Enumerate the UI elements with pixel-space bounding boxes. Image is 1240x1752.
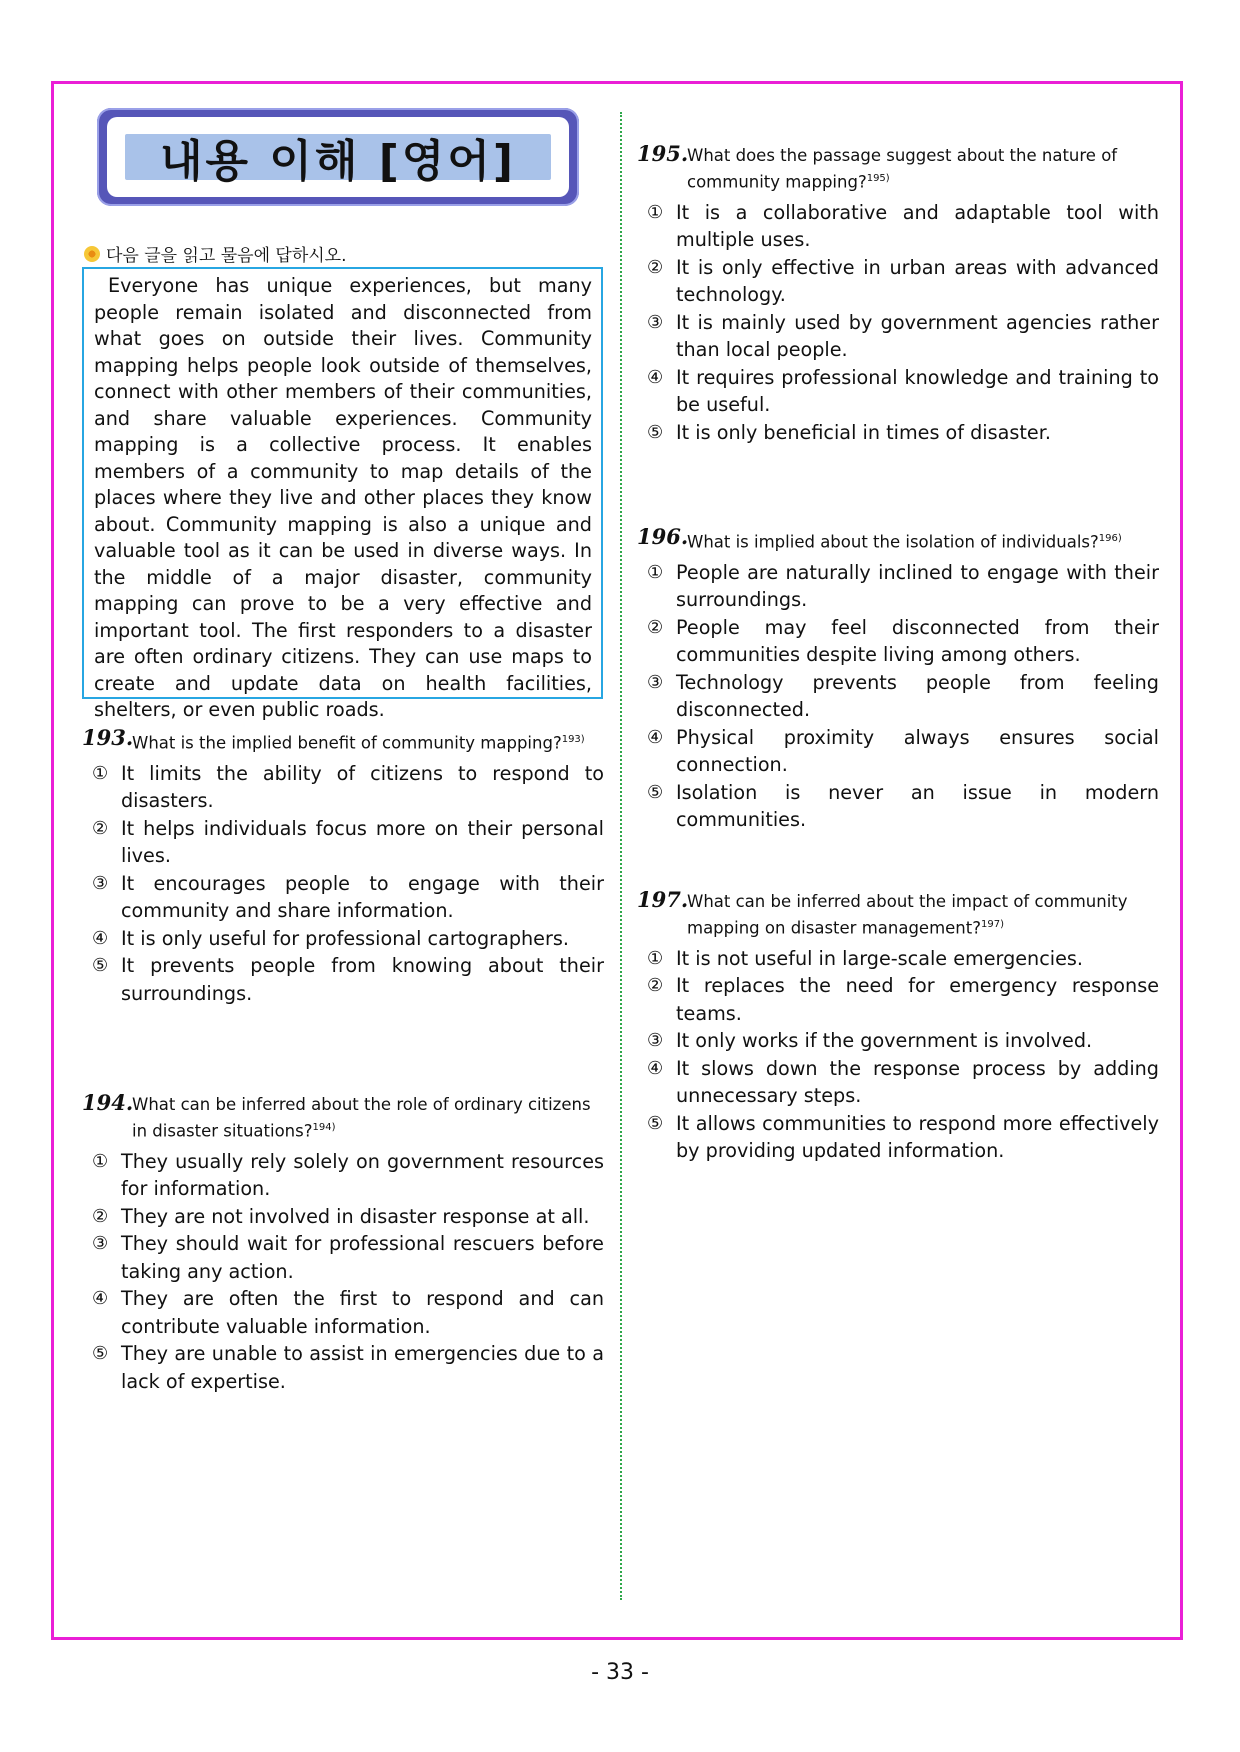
option-marker: ① — [647, 561, 664, 583]
question-number: 194. — [82, 1090, 134, 1115]
answer-option[interactable] — [637, 309, 1159, 364]
question-number: 195. — [637, 141, 689, 166]
option-marker: ① — [92, 1150, 109, 1172]
option-text: People may feel disconnected from their communities despite living among others. — [676, 615, 1159, 666]
option-text: It is only beneficial in times of disaster. — [676, 420, 1051, 444]
question-text: What can be inferred about the impact of community mapping on disaster management? — [687, 892, 1128, 938]
option-text: It helps individuals focus more on their personal lives. — [121, 816, 604, 867]
option-marker: ④ — [647, 726, 664, 748]
option-text: It encourages people to engage with their community and share information. — [121, 871, 604, 922]
option-marker: ⑤ — [92, 955, 109, 976]
question-heading — [637, 524, 1159, 554]
answer-option[interactable] — [637, 364, 1159, 419]
title-badge — [97, 108, 579, 206]
answer-options — [637, 945, 1159, 1165]
option-marker: ⑤ — [647, 781, 664, 803]
answer-option[interactable] — [637, 614, 1159, 669]
answer-option[interactable] — [637, 779, 1159, 834]
option-marker: ② — [647, 256, 664, 278]
option-text: It is mainly used by government agencies rather than local people. — [676, 310, 1159, 361]
question-text: What can be inferred about the role of ordinary citizens in disaster situations? — [132, 1095, 591, 1141]
option-marker: ④ — [92, 927, 109, 949]
option-text: Technology prevents people from feeling disconnected. — [676, 670, 1159, 721]
option-marker: ④ — [647, 366, 664, 388]
question-footnote: 196) — [1098, 533, 1122, 544]
answer-option[interactable] — [637, 254, 1159, 309]
option-text: They usually rely solely on government resources for information. — [121, 1149, 604, 1200]
option-marker: ③ — [647, 1030, 664, 1051]
option-marker: ② — [647, 616, 664, 638]
option-text: It is a collaborative and adaptable tool with multiple uses. — [676, 200, 1159, 251]
question-number: 197. — [637, 887, 689, 912]
question-text: What does the passage suggest about the nature of community mapping? — [687, 146, 1118, 192]
option-marker: ② — [647, 975, 664, 996]
question-footnote: 193) — [561, 734, 585, 745]
instruction-text: 다음 글을 읽고 물음에 답하시오. — [106, 246, 347, 266]
question-197 — [637, 887, 1159, 1165]
option-text: It is only effective in urban areas with advanced technology. — [676, 255, 1159, 306]
answer-option[interactable] — [82, 870, 604, 925]
option-text: They should wait for professional rescuers before taking any action. — [121, 1232, 604, 1283]
reading-passage: Everyone has unique experiences, but many people remain isolated and disconnected from what goes on outside their lives. Community mapping helps people look outside of themselves, connect with other members of their communities, and share valuable experiences. Community mapping is a collective process. It enables members of a community to map details of the places where they live and other places they know about. Community mapping is also a unique and valuable tool as it can be used in diverse ways. In the middle of a major disaster, community mapping can prove to be a very effective and important tool. The first responders to a disaster are often ordinary citizens. They can use maps to create and update data on health facilities, shelters, or even public roads. — [82, 267, 603, 699]
option-marker: ③ — [92, 872, 109, 894]
answer-option[interactable] — [637, 945, 1159, 973]
flower-icon — [84, 246, 100, 262]
answer-option[interactable] — [637, 419, 1159, 447]
question-number: 193. — [82, 725, 134, 750]
question-heading — [82, 725, 604, 755]
option-marker: ③ — [92, 1233, 109, 1254]
option-text: They are unable to assist in emergencies due to a lack of expertise. — [121, 1342, 604, 1393]
option-text: It is only useful for professional cartographers. — [121, 926, 569, 950]
answer-option[interactable] — [82, 1148, 604, 1203]
question-footnote: 195) — [866, 173, 890, 184]
option-marker: ① — [92, 762, 109, 784]
answer-option[interactable] — [82, 952, 604, 1007]
option-text: They are not involved in disaster response at all. — [121, 1204, 590, 1228]
option-text: It slows down the response process by adding unnecessary steps. — [676, 1056, 1159, 1107]
option-marker: ② — [92, 1205, 109, 1227]
question-193 — [82, 725, 604, 1007]
answer-option[interactable] — [637, 199, 1159, 254]
page-title: 내용 이해 [영어] — [160, 136, 516, 187]
question-text: What is implied about the isolation of individuals? — [687, 532, 1099, 552]
option-text: It only works if the government is involved. — [676, 1029, 1093, 1052]
option-text: Isolation is never an issue in modern communities. — [676, 780, 1159, 831]
answer-option[interactable] — [637, 724, 1159, 779]
answer-options — [82, 760, 604, 1008]
question-heading — [637, 887, 1159, 940]
option-text: It is not useful in large-scale emergencies. — [676, 946, 1083, 970]
option-text: They are often the first to respond and can contribute valuable information. — [121, 1287, 604, 1338]
answer-options — [82, 1148, 604, 1396]
question-footnote: 197) — [981, 919, 1004, 930]
answer-option[interactable] — [637, 669, 1159, 724]
option-marker: ⑤ — [647, 421, 664, 443]
answer-option[interactable] — [637, 1027, 1159, 1055]
option-text: It requires professional knowledge and training to be useful. — [676, 365, 1159, 416]
question-number: 196. — [637, 524, 689, 549]
answer-option[interactable] — [82, 925, 604, 953]
answer-option[interactable] — [637, 972, 1159, 1027]
answer-option[interactable] — [82, 1285, 604, 1340]
answer-option[interactable] — [637, 559, 1159, 614]
answer-option[interactable] — [82, 815, 604, 870]
question-text: What is the implied benefit of community mapping? — [132, 733, 562, 753]
option-marker: ① — [647, 201, 664, 223]
question-heading — [82, 1090, 604, 1143]
option-marker: ③ — [647, 671, 664, 693]
option-text: People are naturally inclined to engage with their surroundings. — [676, 560, 1159, 611]
page-number: - 33 - — [591, 1660, 649, 1685]
answer-option[interactable] — [637, 1110, 1159, 1165]
option-marker: ③ — [647, 311, 664, 333]
column-divider — [620, 112, 622, 1600]
instruction — [84, 241, 347, 266]
option-text: It allows communities to respond more effectively by providing updated information. — [676, 1111, 1159, 1162]
option-marker: ④ — [647, 1057, 664, 1079]
answer-option[interactable] — [82, 1230, 604, 1285]
answer-option[interactable] — [82, 760, 604, 815]
option-marker: ① — [647, 947, 664, 969]
answer-option[interactable] — [82, 1340, 604, 1395]
answer-option[interactable] — [637, 1055, 1159, 1110]
option-marker: ⑤ — [92, 1343, 109, 1364]
option-text: Physical proximity always ensures social connection. — [676, 725, 1159, 776]
option-text: It replaces the need for emergency response teams. — [676, 974, 1159, 1025]
answer-option[interactable] — [82, 1203, 604, 1231]
answer-options — [637, 199, 1159, 447]
option-marker: ④ — [92, 1288, 109, 1309]
option-text: It limits the ability of citizens to respond to disasters. — [121, 761, 604, 812]
answer-options — [637, 559, 1159, 834]
option-marker: ② — [92, 817, 109, 839]
option-text: It prevents people from knowing about their surroundings. — [121, 954, 604, 1005]
question-heading — [637, 141, 1159, 194]
question-195 — [637, 141, 1159, 446]
question-footnote: 194) — [312, 1122, 336, 1133]
question-194 — [82, 1090, 604, 1395]
question-196 — [637, 524, 1159, 834]
option-marker: ⑤ — [647, 1112, 664, 1134]
